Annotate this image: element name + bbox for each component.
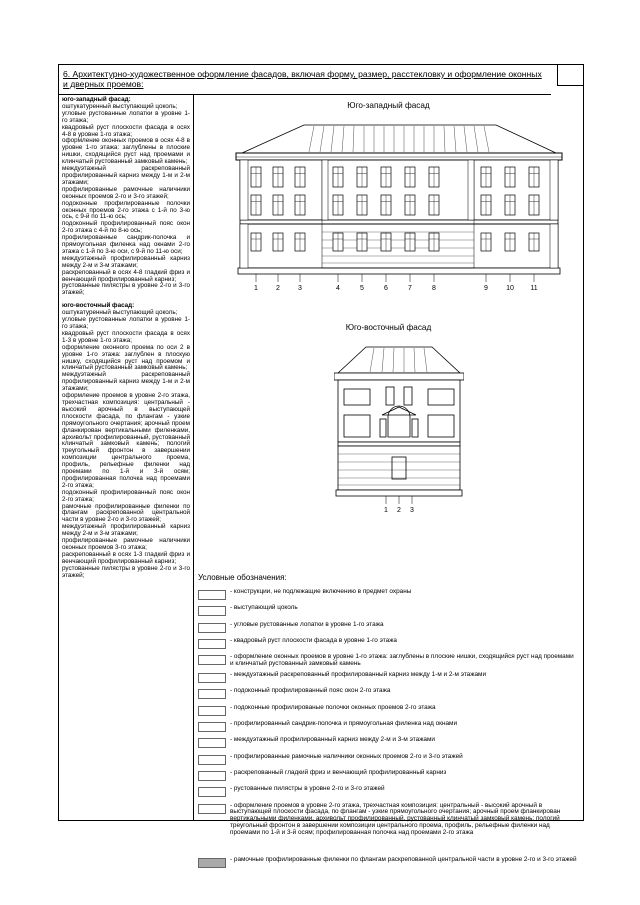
legend-row	[198, 670, 578, 686]
legend-swatch	[198, 639, 226, 649]
legend-swatch	[198, 590, 226, 600]
legend-row	[198, 719, 578, 735]
legend-row	[198, 587, 578, 603]
axis-label: 11	[530, 285, 538, 292]
window	[405, 233, 415, 251]
axis-label: 6	[384, 285, 388, 292]
legend-text: - междуэтажный раскрепованный профилированный карниз между 1-м и 2-м этажами	[230, 671, 487, 679]
window	[333, 195, 343, 215]
legend-swatch	[198, 755, 226, 765]
sw-facade-item: подоконный профилированный пояс окон 2-го этажа с 4-й по 8-ю ось;	[62, 220, 190, 235]
sw-facade-caption: Юго-западный фасад	[347, 101, 430, 110]
sw-facade-item: профилированные рамочные наличники оконных проемов 2-го и 3-го этажей;	[62, 185, 190, 200]
window	[381, 195, 391, 215]
legend-swatch	[198, 722, 226, 732]
axis-label: 7	[408, 285, 412, 292]
window	[251, 195, 261, 215]
se-facade-item: угловые рустованные лопатки в уровне 1-го этажа;	[62, 316, 190, 330]
window	[481, 233, 491, 251]
window	[505, 167, 515, 187]
legend-text: - междуэтажный профилированный карниз между 2-м и 3-м этажами	[230, 736, 435, 744]
se-facade-item: раскрепованный в осях 1-3 гладкий фриз и венчающий профилированный карниз;	[62, 550, 190, 565]
legend-row	[198, 768, 578, 784]
legend-text: - выступающий цоколь	[230, 604, 298, 612]
window	[405, 195, 415, 215]
sw-facade-item: квадровый руст плоскости фасада в осях 4-8 в уровне 1-го этажа;	[62, 123, 190, 138]
sw-facade-title: юго-западный фасад:	[62, 96, 131, 103]
legend-row	[198, 801, 578, 855]
window	[251, 233, 261, 251]
legend-swatch	[198, 689, 226, 699]
window	[481, 195, 491, 215]
se-facade-item: оформление оконного проема по оси 2 в уровне 1-го этажа: заглублен в плоскую нишку, сходящийся руст над проемом и клинчатый рустованный замковый камень;	[62, 343, 190, 372]
legend-text: - угловые рустованные лопатки в уровне 1-го этажа	[230, 620, 384, 628]
section-heading: 6. Архитектурно-художественное оформление фасадов, включая форму, размер, расстекловку и оформление оконных и дверных проемов:	[59, 65, 551, 95]
document-frame	[58, 64, 584, 863]
se-facade-item: квадровый руст плоскости фасада в осях 1-3 в уровне 1-го этажа;	[62, 329, 190, 344]
window	[381, 167, 391, 187]
axis-label: 5	[360, 285, 364, 292]
legend-row	[198, 855, 578, 875]
window	[529, 195, 539, 215]
legend-text: - профилированный сандрик-полочка и прямоугольная филенка над окнами	[230, 720, 458, 728]
window	[357, 167, 367, 187]
window	[251, 167, 261, 187]
sw-facade-item: профилированные сандрик-полочка и прямоугольная филенка над окнами 2-го этажа с 1-й по 3-ю оси, с 9-й по 11-ю оси;	[62, 234, 190, 255]
sw-facade-list	[62, 104, 190, 297]
window	[505, 195, 515, 215]
axis-label: 3	[410, 507, 414, 514]
legend-swatch	[198, 771, 226, 781]
window	[273, 195, 283, 215]
axis-label: 10	[506, 285, 514, 292]
window	[357, 195, 367, 215]
window	[333, 233, 343, 251]
axis-label: 1	[254, 285, 258, 292]
sw-facade-item: оформление оконных проемов в осях 4-8 в уровне 1-го этажа: заглублены в плоские нишки, сходящийся руст над проемами и клинчатый рустованный замковый камень;	[62, 137, 190, 166]
window	[405, 167, 415, 187]
window	[333, 167, 343, 187]
legend-text: - раскрепованный гладкий фриз и венчающий профилированный карниз	[230, 768, 447, 776]
legend-text: - оформление проемов в уровне 2-го этажа, трехчастная композиция: центральный - высокий арочный в выступающей плоскости фасада, по флангам - узкие прямоугольного очертания; арочный проем фланкирован вертикальными филенками, архивольт профилированный, рустованный клинчатый замковый камень; пологий треугольный фронтон в завершении композиции центрального проема, профиль, рельефные филенки над проемами по 1-й и 3-й осям; профилированная полочка над проемами 2-го этажа	[230, 801, 561, 837]
window	[429, 233, 439, 251]
sw-facade-item: подоконные профилированные полочки оконных проемов 2-го этажа с 1-й по 3-ю ось, с 9-й по 11-ю ось;	[62, 199, 190, 221]
legend-text: - квадровый руст плоскости фасада в уровне 1-го этажа	[230, 636, 397, 644]
corner-box	[557, 65, 584, 86]
legend-text: - рустованные пилястры в уровне 2-го и 3-го этажей	[230, 785, 385, 793]
legend-row	[198, 686, 578, 702]
legend-swatch	[198, 606, 226, 616]
sw-facade-item: междуэтажный профилированный карниз между 2-м и 3-м этажами;	[62, 254, 190, 269]
legend-swatch	[198, 804, 226, 814]
window	[381, 233, 391, 251]
legend-row	[198, 752, 578, 768]
description-column	[59, 95, 194, 820]
se-facade-item: подоконный профилированный пояс окон 2-го этажа;	[62, 488, 190, 503]
sw-facade-item: междуэтажный раскрепованный профилированный карниз между 1-м и 2-м этажами;	[62, 165, 190, 186]
legend-text: - рамочные профилированные филенки по флангам раскрепованной центральной части в уровне 2-го и 3-го этажей	[230, 855, 577, 863]
window	[273, 233, 283, 251]
window	[505, 233, 515, 251]
window	[295, 195, 305, 215]
legend-swatch	[198, 787, 226, 797]
legend-swatch	[198, 673, 226, 683]
legend-row	[198, 603, 578, 619]
sw-facade-item: оштукатуренный выступающий цоколь;	[62, 102, 178, 110]
se-facade-title: юго-восточный фасад:	[62, 302, 135, 310]
window	[429, 195, 439, 215]
window	[357, 233, 367, 251]
axis-label: 2	[397, 507, 401, 514]
legend-row	[198, 652, 578, 670]
axis-label: 9	[484, 285, 488, 292]
se-facade-item: рустованные пилястры в уровне 2-го и 3-го этажей;	[62, 564, 190, 579]
legend-text: - оформление оконных проемов в уровне 1-го этажа: заглублены в плоские нишки, сходящийся руст над проемами и клинчатый рустованный замковый камень	[230, 653, 574, 668]
window	[295, 233, 305, 251]
window	[295, 167, 305, 187]
window	[481, 167, 491, 187]
window	[429, 167, 439, 187]
axis-label: 1	[384, 507, 388, 514]
legend-swatch	[198, 706, 226, 716]
legend-text: - профилированные рамочные наличники оконных проемов 2-го и 3-го этажей	[230, 752, 463, 760]
legend-row	[198, 735, 578, 751]
window	[529, 233, 539, 251]
axis-label: 8	[432, 285, 436, 292]
se-facade-item: междуэтажный профилированный карниз между 2-м и 3-м этажами;	[62, 523, 190, 538]
legend-row	[198, 784, 578, 800]
legend-title: Условные обозначения:	[198, 573, 287, 582]
legend-text: - подоконные профилированые полочки оконных проемов 2-го этажа	[230, 703, 436, 711]
axis-label: 2	[276, 285, 280, 292]
window	[529, 167, 539, 187]
se-facade-drawing	[334, 335, 464, 521]
legend-swatch	[198, 655, 226, 665]
legend-swatch	[198, 858, 226, 868]
sw-facade-item: рустованные пилястры в уровне 2-го и 3-го этажей;	[62, 282, 190, 297]
legend-text: - подоконный профилированный пояс окон 2-го этажа	[230, 687, 391, 695]
se-facade-item: оформление проемов в уровне 2-го этажа, трехчастная композиция: центральный - высокий арочный в выступающей плоскости фасада, по флангам - узкие прямоугольного очертания; арочный проем фланкирован вертикальными филенками, архивольт профилированный, рустованный клинчатый замковый камень; пологий треугольный фронтон в завершении композиции центрального проема, профиль, рельефные филенки над проемами по 1-й и 3-й осям; профилированная полочка над проемами 2-го этажа;	[62, 392, 190, 489]
legend-text: - конструкции, не подлежащие включению в предмет охраны	[230, 588, 412, 595]
legend-row	[198, 703, 578, 719]
se-facade-item: профилированные рамочные наличники оконных проемов 3-го этажа;	[62, 537, 190, 551]
legend-row	[198, 636, 578, 652]
window	[273, 167, 283, 187]
se-facade-caption: Юго-восточный фасад	[345, 323, 432, 332]
sw-facade-drawing	[234, 113, 564, 299]
legend-row	[198, 620, 578, 636]
se-facade-item: рамочные профилированные филенки по флангам раскрепованной центральной части в уровне 2-го и 3-го этажей;	[62, 502, 190, 524]
se-facade-list	[62, 310, 190, 579]
legend-swatch	[198, 738, 226, 748]
sw-facade-item: угловые рустованные лопатки в уровне 1-го этажа;	[62, 109, 190, 124]
axis-label: 4	[336, 285, 340, 292]
se-facade-item: междуэтажный раскрепованный профилированный карниз между 1-м и 2-м этажами;	[62, 371, 190, 393]
legend-swatch	[198, 623, 226, 633]
sw-facade-item: раскрепованный в осях 4-8 гладкий фриз и венчающий профилированный карниз;	[62, 268, 190, 283]
drawings-column	[194, 95, 583, 863]
legend	[198, 587, 578, 875]
axis-label: 3	[298, 285, 302, 292]
se-facade-item: оштукатуренный выступающий цоколь;	[62, 309, 178, 317]
